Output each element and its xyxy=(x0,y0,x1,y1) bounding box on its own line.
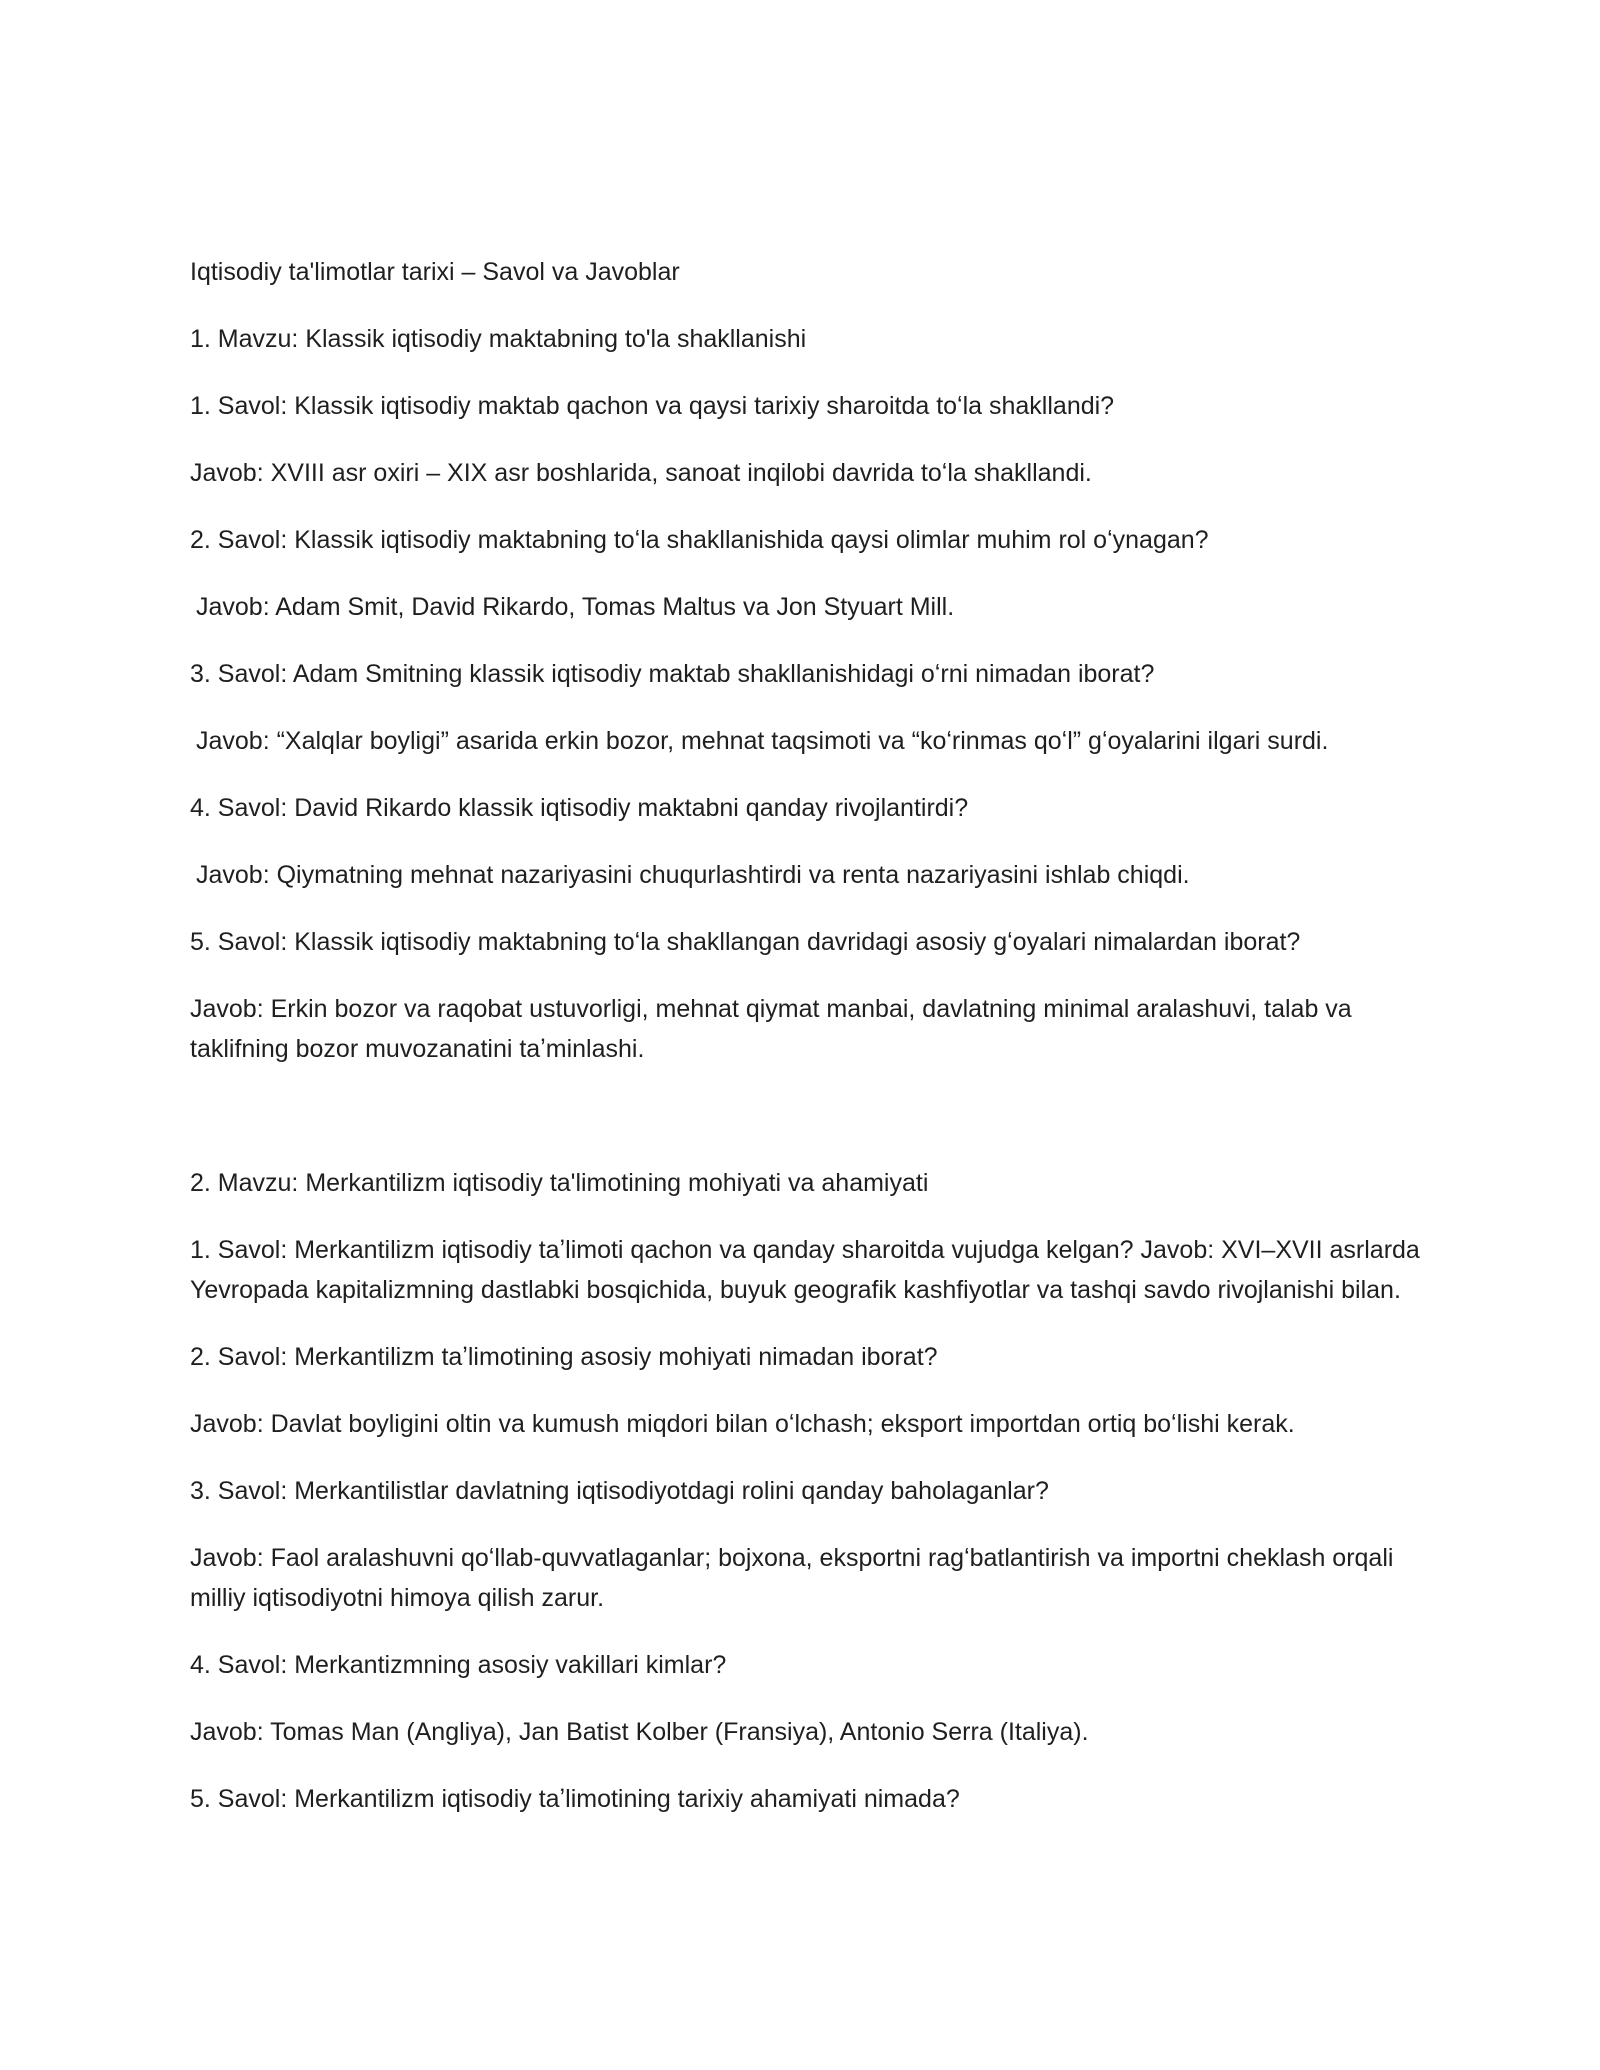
topic-1-answer-2: Javob: Adam Smit, David Rikardo, Tomas Maltus va Jon Styuart Mill. xyxy=(196,593,955,621)
topic-2-heading: 2. Mavzu: Merkantilizm iqtisodiy ta'limotining mohiyati va ahamiyati xyxy=(190,1169,929,1197)
topic-2-answer-2: Javob: Davlat boyligini oltin va kumush miqdori bilan oʻlchash; eksport importdan ortiq boʻlishi kerak. xyxy=(190,1410,1295,1438)
topic-1-answer-5: Javob: Erkin bozor va raqobat ustuvorligi, mehnat qiymat manbai, davlatning minimal aralashuvi, talab va taklifning bozor muvozanatini taʼminlashi. xyxy=(190,995,1352,1063)
topic-1-answer-3: Javob: “Xalqlar boyligi” asarida erkin bozor, mehnat taqsimoti va “koʻrinmas qoʻl” gʻoyalarini ilgari surdi. xyxy=(196,727,1329,755)
topic-1-heading: 1. Mavzu: Klassik iqtisodiy maktabning to'la shakllanishi xyxy=(190,325,807,353)
section-spacer xyxy=(190,1096,1420,1163)
document-body xyxy=(190,252,1420,1846)
topic-1-question-2: 2. Savol: Klassik iqtisodiy maktabning toʻla shakllanishida qaysi olimlar muhim rol oʻynagan? xyxy=(190,526,1209,554)
document-title: Iqtisodiy ta'limotlar tarixi – Savol va Javoblar xyxy=(190,258,680,286)
topic-2-question-4: 4. Savol: Merkantizmning asosiy vakillari kimlar? xyxy=(190,1651,727,1679)
topic-2-answer-3: Javob: Faol aralashuvni qoʻllab-quvvatlaganlar; bojxona, eksportni ragʻbatlantirish va importni cheklash orqali milliy iqtisodiyotni himoya qilish zarur. xyxy=(190,1544,1394,1612)
topic-1-question-1: 1. Savol: Klassik iqtisodiy maktab qachon va qaysi tarixiy sharoitda toʻla shakllandi? xyxy=(190,392,1115,420)
topic-1-answer-4: Javob: Qiymatning mehnat nazariyasini chuqurlashtirdi va renta nazariyasini ishlab chiqdi. xyxy=(196,861,1190,889)
topic-1-question-4: 4. Savol: David Rikardo klassik iqtisodiy maktabni qanday rivojlantirdi? xyxy=(190,794,969,822)
topic-2-question-2: 2. Savol: Merkantilizm taʼlimotining asosiy mohiyati nimadan iborat? xyxy=(190,1343,938,1371)
topic-2-answer-4: Javob: Tomas Man (Angliya), Jan Batist Kolber (Fransiya), Antonio Serra (Italiya). xyxy=(190,1718,1089,1746)
topic-2-question-3: 3. Savol: Merkantilistlar davlatning iqtisodiyotdagi rolini qanday baholaganlar? xyxy=(190,1477,1049,1505)
topic-2-question-answer-1: 1. Savol: Merkantilizm iqtisodiy taʼlimoti qachon va qanday sharoitda vujudga kelgan? Javob: XVI–XVII asrlarda Yevropada kapitalizmning dastlabki bosqichida, buyuk geografik kashfiyotlar va tashqi savdo rivojlanishi bilan. xyxy=(190,1236,1420,1304)
topic-1-answer-1: Javob: XVIII asr oxiri – XIX asr boshlarida, sanoat inqilobi davrida toʻla shakllandi. xyxy=(190,459,1092,487)
topic-1-question-5: 5. Savol: Klassik iqtisodiy maktabning toʻla shakllangan davridagi asosiy gʻoyalari nimalardan iborat? xyxy=(190,928,1301,956)
topic-2-question-5: 5. Savol: Merkantilizm iqtisodiy taʼlimotining tarixiy ahamiyati nimada? xyxy=(190,1785,960,1813)
topic-1-question-3: 3. Savol: Adam Smitning klassik iqtisodiy maktab shakllanishidagi oʻrni nimadan iborat? xyxy=(190,660,1155,688)
